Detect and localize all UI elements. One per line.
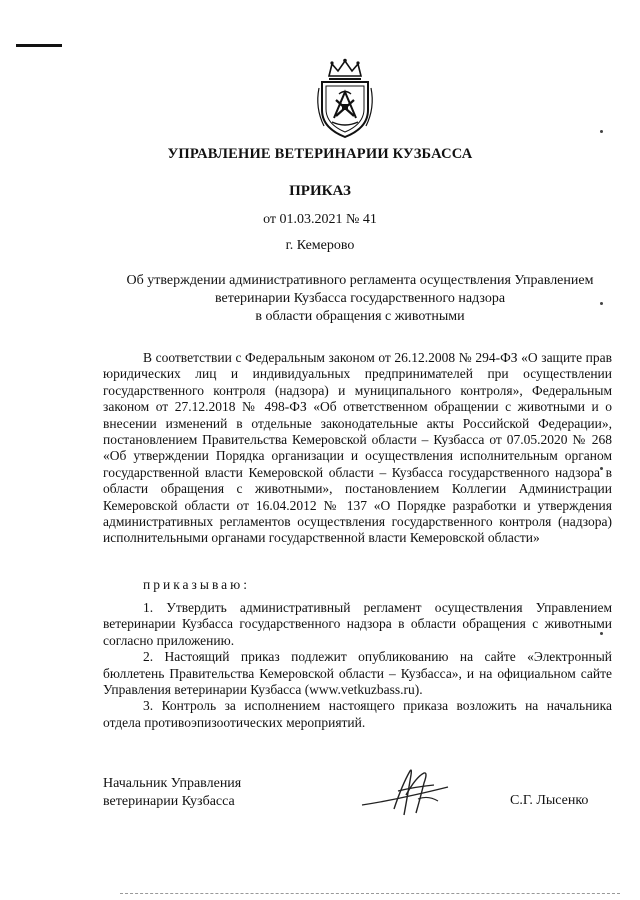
order-item-2: 2. Настоящий приказ подлежит опубликованию на сайте «Электронный бюллетень Правительства Кемеровской области – Кузбасса», и на официальном сайте Управления ветеринарии Кузбасса (www.vetkuzbass.ru). xyxy=(103,649,612,698)
organization-title: УПРАВЛЕНИЕ ВЕТЕРИНАРИИ КУЗБАССА xyxy=(167,146,473,162)
order-date-number: от 01.03.2021 № 41 xyxy=(263,212,377,227)
subject-line: Об утверждении административного регламента осуществления Управлением xyxy=(126,273,594,288)
order-subject xyxy=(100,272,620,326)
signatory-title-line: ветеринарии Кузбасса xyxy=(103,794,235,809)
order-word: приказываю: xyxy=(143,577,250,592)
city-line: г. Кемерово xyxy=(285,238,355,253)
scan-artifact-mark xyxy=(16,44,62,47)
order-item-1: 1. Утвердить административный регламент осуществления Управлением ветеринарии Кузбасса государственного надзора в области обращения с животными согласно приложению. xyxy=(103,600,612,648)
signatory-name: С.Г. Лысенко xyxy=(510,793,589,808)
order-items xyxy=(103,600,612,731)
coat-of-arms-icon xyxy=(312,58,378,140)
handwritten-signature xyxy=(358,765,454,823)
scan-bottom-edge xyxy=(120,893,620,895)
signatory-title xyxy=(103,775,241,811)
preamble-paragraph: В соответствии с Федеральным законом от 26.12.2008 № 294-ФЗ «О защите прав юридических лиц и индивидуальных предпринимателей при осуществлении государственного контроля (надзора) и муниципального контроля», Федеральным законом от 27.12.2018 № 498-ФЗ «Об ответственном обращении с животными и о внесении изменений в отдельные законодательные акты Российской Федерации», постановлением Правительства Кемеровской области – Кузбасса от 07.05.2020 № 268 «Об утверждении Порядка организации и осуществления исполнительным органом государственной власти Кемеровской области – Кузбасса государственного надзора в области обращения с животными», постановлением Коллегии Администрации Кемеровской области от 16.04.2012 № 137 «О Порядке разработки и утверждения административных регламентов осуществления государственного контроля (надзора) исполнительными органами государственной власти Кемеровской области» xyxy=(103,350,612,546)
order-item-3: 3. Контроль за исполнением настоящего приказа возложить на начальника отдела противоэпизоотических мероприятий. xyxy=(103,698,612,730)
signatory-title-line: Начальник Управления xyxy=(103,776,242,791)
subject-line: ветеринарии Кузбасса государственного надзора xyxy=(214,291,506,306)
subject-line: в области обращения с животными xyxy=(255,309,465,324)
document-type-title: ПРИКАЗ xyxy=(289,183,351,199)
scan-artifact-dot xyxy=(600,130,603,133)
